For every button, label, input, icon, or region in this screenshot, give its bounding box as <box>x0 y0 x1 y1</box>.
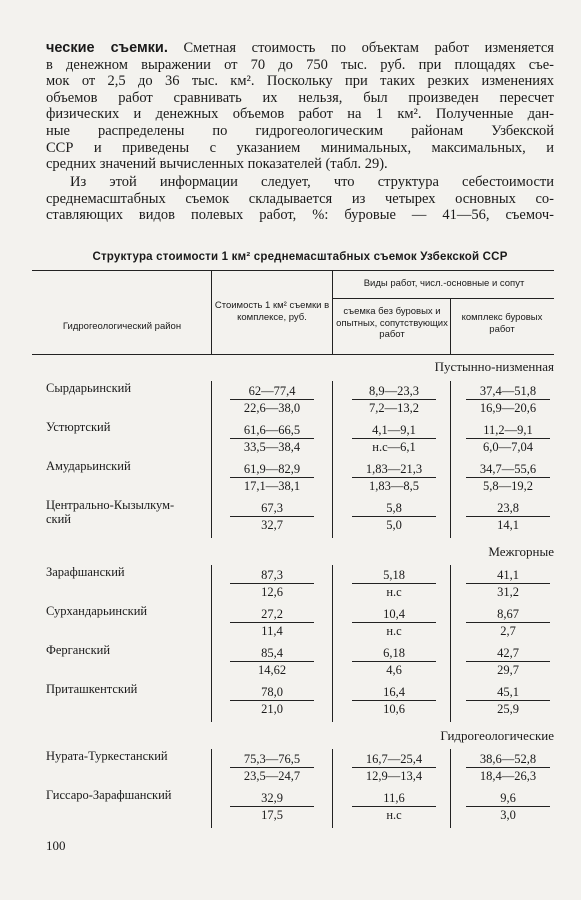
header-divider-3 <box>450 298 451 354</box>
cell-max-value: 75,3—76,5 <box>230 751 314 768</box>
cell-min-value: н.с—6,1 <box>372 440 416 454</box>
cell-max-value: 6,18 <box>352 645 436 662</box>
header-divider-2 <box>332 270 333 354</box>
cell-max-value: 8,67 <box>466 606 550 623</box>
page-number: 100 <box>46 838 66 853</box>
region-name: Гиссаро-Зарафшанский <box>46 788 172 802</box>
cell-min-value: 22,6—38,0 <box>243 401 301 415</box>
region-name: Сырдарьинский <box>46 381 132 395</box>
line-text: в денежном выражении от 70 до 750 тыс. руб. при площадях съе- <box>46 56 554 73</box>
table-cell-drill <box>460 383 556 416</box>
table-cell-drill <box>460 461 556 494</box>
column-rule <box>332 565 333 722</box>
table-cell-drill <box>460 567 556 600</box>
line-text: физических и денежных объемов работ на 1 км². Полученные дан- <box>46 106 554 123</box>
cell-min-value: 17,5 <box>261 808 283 822</box>
text-line <box>46 156 554 173</box>
text-line <box>46 73 554 90</box>
table-cell-drill <box>460 500 556 533</box>
region-name: Амударьинский <box>46 459 131 473</box>
cell-min-value: 33,5—38,4 <box>243 440 301 454</box>
table-cell-cost <box>224 422 320 455</box>
text-line <box>46 40 554 57</box>
region-name <box>46 498 174 526</box>
region-name: Сурхандарьинский <box>46 604 148 618</box>
table-cell-drill <box>460 645 556 678</box>
cell-max-value: 5,18 <box>352 567 436 584</box>
table-cell-cost <box>224 500 320 533</box>
line-text: мок от 2,5 до 36 тыс. км². Поскольку при таких резких изменениях <box>46 73 554 90</box>
cell-min-value: 23,5—24,7 <box>243 769 301 783</box>
text-line <box>46 57 554 74</box>
cell-min-value: н.с <box>386 624 402 638</box>
table-cell-cost <box>224 790 320 823</box>
text-line: Из этой информации следует, что структура себестоимости <box>70 174 554 190</box>
cell-min-value: 12,9—13,4 <box>365 769 423 783</box>
column-rule <box>332 749 333 828</box>
line-text: ные распределены по гидрогеологическим районам Узбекской <box>46 122 554 139</box>
region-name: Нурата-Туркестанский <box>46 749 168 763</box>
cell-min-value: 2,7 <box>500 624 516 638</box>
cell-max-value: 16,7—25,4 <box>352 751 436 768</box>
bold-lead-text: ческие съемки. <box>46 40 168 56</box>
cell-min-value: 5,8—19,2 <box>483 479 533 493</box>
text-line <box>46 123 554 140</box>
table-title: Структура стоимости 1 км² среднемасштабных съемок Узбекской ССР <box>92 251 508 263</box>
cell-max-value: 78,0 <box>230 684 314 701</box>
column-rule <box>211 381 212 538</box>
region-name-line: ский <box>46 512 71 526</box>
cell-max-value: 32,9 <box>230 790 314 807</box>
table-cell-cost <box>224 383 320 416</box>
cell-min-value: 21,0 <box>261 702 283 716</box>
cell-max-value: 5,8 <box>352 500 436 517</box>
cell-min-value: 31,2 <box>497 585 519 599</box>
header-survey-no-drilling: съемка без буровых и опытных, сопутствующих работ <box>336 306 448 340</box>
section-title: Межгорные <box>488 544 554 559</box>
table-top-rule <box>32 270 554 271</box>
cell-min-value: 14,62 <box>257 663 287 677</box>
section-title: Пустынно-низменная <box>434 359 554 374</box>
table-cell-cost <box>224 606 320 639</box>
cell-min-value: 6,0—7,04 <box>483 440 533 454</box>
cell-min-value: 11,4 <box>261 624 283 638</box>
cell-min-value: 32,7 <box>261 518 283 532</box>
cell-max-value: 38,6—52,8 <box>466 751 550 768</box>
table-cell-survey <box>346 461 442 494</box>
region-name: Устюртский <box>46 420 111 434</box>
cell-min-value: 10,6 <box>383 702 405 716</box>
header-cost: Стоимость 1 км² съемки в комплексе, руб. <box>214 300 330 323</box>
table-cell-survey <box>346 422 442 455</box>
cell-min-value: 18,4—26,3 <box>479 769 537 783</box>
cell-max-value: 62—77,4 <box>230 383 314 400</box>
cell-max-value: 4,1—9,1 <box>352 422 436 439</box>
paragraph-1 <box>46 40 554 173</box>
text-line <box>46 106 554 123</box>
cell-min-value: 12,6 <box>261 585 283 599</box>
line-text: средних значений вычисленных показателей (табл. 29). <box>46 156 388 173</box>
cell-max-value: 8,9—23,3 <box>352 383 436 400</box>
table-cell-survey <box>346 751 442 784</box>
cell-max-value: 23,8 <box>466 500 550 517</box>
cell-min-value: 7,2—13,2 <box>369 401 419 415</box>
table-cell-drill <box>460 606 556 639</box>
cell-min-value: 29,7 <box>497 663 519 677</box>
table-cell-cost <box>224 567 320 600</box>
column-rule <box>450 749 451 828</box>
cell-max-value: 9,6 <box>466 790 550 807</box>
region-name: Приташкентский <box>46 682 138 696</box>
table-cell-survey <box>346 567 442 600</box>
column-rule <box>211 749 212 828</box>
section-title: Гидрогеологические <box>440 728 554 743</box>
cell-max-value: 87,3 <box>230 567 314 584</box>
column-rule <box>450 381 451 538</box>
column-rule <box>211 565 212 722</box>
cell-max-value: 34,7—55,6 <box>466 461 550 478</box>
cell-min-value: н.с <box>386 585 402 599</box>
text-line: среднемасштабных съемок складывается из четырех основных со- <box>46 190 554 207</box>
table-cell-drill <box>460 790 556 823</box>
column-rule <box>332 381 333 538</box>
cell-min-value: 14,1 <box>497 518 519 532</box>
table-cell-cost <box>224 645 320 678</box>
cell-min-value: 4,6 <box>386 663 402 677</box>
cell-max-value: 45,1 <box>466 684 550 701</box>
text-line: ставляющих видов полевых работ, %: буровые — 41—56, съемоч- <box>46 207 554 224</box>
cell-max-value: 11,2—9,1 <box>466 422 550 439</box>
header-subrule <box>332 298 554 299</box>
table-cell-survey <box>346 383 442 416</box>
column-rule <box>450 565 451 722</box>
line-text: Сметная стоимость по объектам работ изменяется <box>167 40 554 56</box>
cell-max-value: 1,83—21,3 <box>352 461 436 478</box>
table-cell-survey <box>346 645 442 678</box>
table-cell-cost <box>224 751 320 784</box>
cell-max-value: 11,6 <box>352 790 436 807</box>
header-divider-1 <box>211 270 212 354</box>
table-cell-cost <box>224 461 320 494</box>
cell-max-value: 61,9—82,9 <box>230 461 314 478</box>
table-cell-drill <box>460 751 556 784</box>
cell-min-value: 1,83—8,5 <box>369 479 419 493</box>
header-region: Гидрогеологический район <box>62 321 182 332</box>
cell-min-value: 3,0 <box>500 808 516 822</box>
table-cell-survey <box>346 606 442 639</box>
table-cell-drill <box>460 422 556 455</box>
cell-max-value: 27,2 <box>230 606 314 623</box>
cell-max-value: 16,4 <box>352 684 436 701</box>
table-cell-cost <box>224 684 320 717</box>
region-name-line: Центрально-Кызылкум- <box>46 498 175 512</box>
region-name: Ферганский <box>46 643 111 657</box>
line-text: объемов работ сравнивать их нельзя, был произведен пересчет <box>46 89 554 106</box>
text-line <box>46 90 554 107</box>
cell-max-value: 85,4 <box>230 645 314 662</box>
table-cell-survey <box>346 500 442 533</box>
cell-max-value: 37,4—51,8 <box>466 383 550 400</box>
cell-max-value: 67,3 <box>230 500 314 517</box>
table-cell-survey <box>346 790 442 823</box>
cell-min-value: н.с <box>386 808 402 822</box>
text-line <box>46 140 554 157</box>
cell-max-value: 61,6—66,5 <box>230 422 314 439</box>
header-works-group: Виды работ, числ.-основные и сопут <box>363 278 525 289</box>
cell-max-value: 10,4 <box>352 606 436 623</box>
header-drilling-complex: комплекс буровых работ <box>461 312 543 335</box>
region-name: Зарафшанский <box>46 565 125 579</box>
cell-min-value: 25,9 <box>497 702 519 716</box>
header-bottom-rule <box>32 354 554 355</box>
table-cell-survey <box>346 684 442 717</box>
cell-max-value: 41,1 <box>466 567 550 584</box>
cell-min-value: 16,9—20,6 <box>479 401 537 415</box>
cell-min-value: 17,1—38,1 <box>243 479 301 493</box>
table-cell-drill <box>460 684 556 717</box>
cell-min-value: 5,0 <box>386 518 402 532</box>
paragraph-2 <box>46 174 554 224</box>
cell-max-value: 42,7 <box>466 645 550 662</box>
line-text: ССР и приведены с указанием минимальных, максимальных, и <box>46 139 554 156</box>
